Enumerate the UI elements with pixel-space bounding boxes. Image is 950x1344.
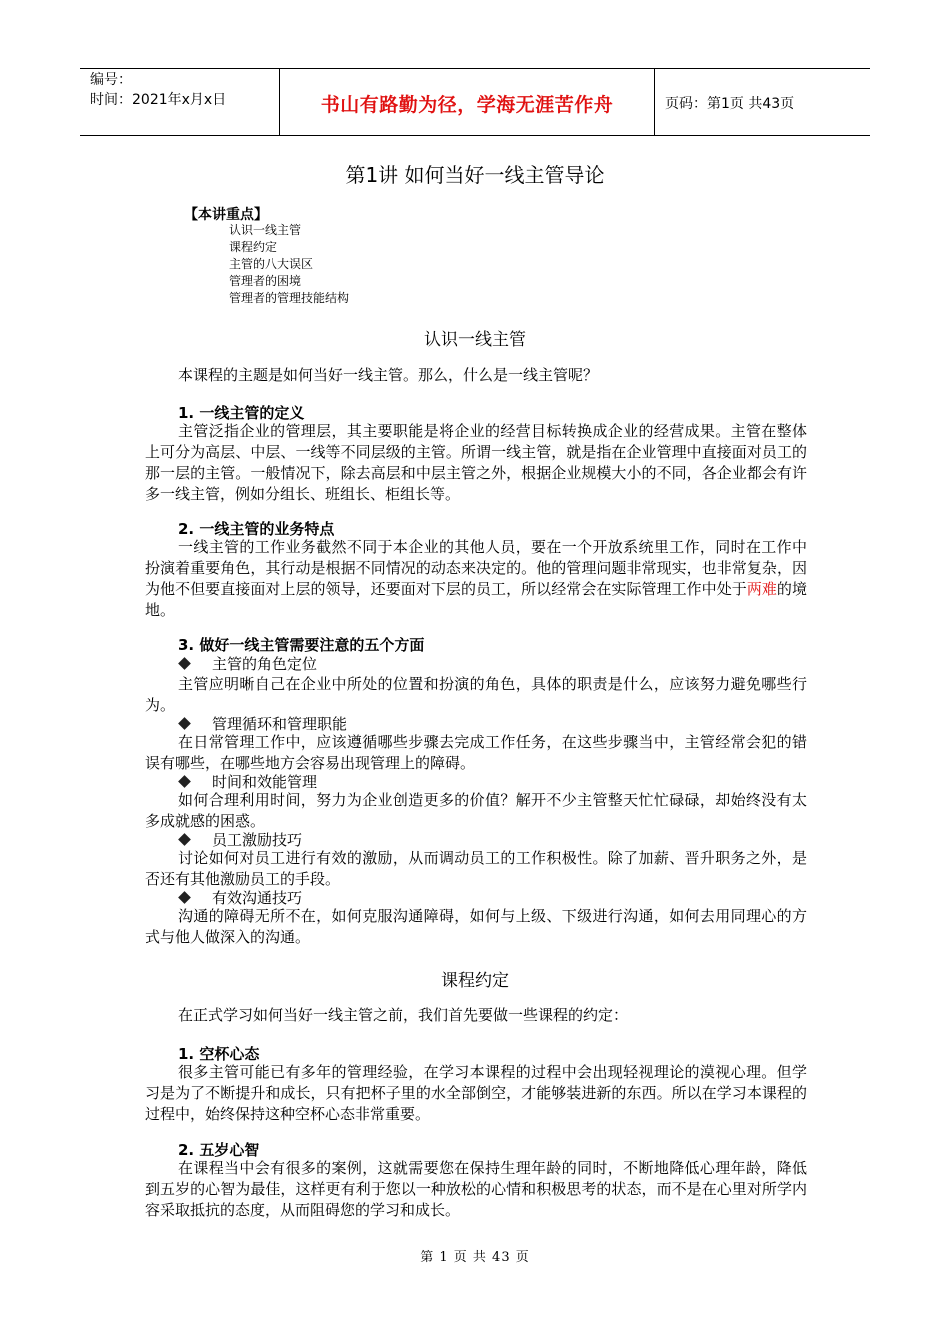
paragraph-text: 的境地。 [145, 580, 807, 619]
bullet-label: 有效沟通技巧 [212, 889, 303, 907]
list-item: 主管的八大误区 [229, 257, 314, 271]
bullet-item [178, 771, 317, 792]
bullet-item [178, 829, 302, 850]
paragraph: 在日常管理工作中，应该遵循哪些步骤去完成工作任务，在这些步骤当中，主管经常会犯的错误有哪些，在哪些地方会容易出现管理上的障碍。 [145, 733, 807, 772]
header-page-info: 页码：第1页 共43页 [665, 96, 795, 112]
code-label: 编号： [90, 72, 132, 88]
header-divider-left [279, 68, 280, 136]
list-item: 课程约定 [229, 240, 278, 254]
bullet-label: 主管的角色定位 [212, 655, 318, 673]
list-item: 认识一线主管 [229, 223, 302, 237]
paragraph [145, 537, 807, 621]
paragraph-text: 一线主管的工作业务截然不同于本企业的其他人员，要在一个开放系统里工作，同时在工作中扮演着重要角色，其行动是根据不同情况的动态来决定的。他的管理问题非常现实，也非常复杂，因为他不但要直接面对上层的领导，还要面对下层的员工，所以经常会在实际管理工作中处于 [145, 538, 807, 598]
paragraph: 很多主管可能已有多年的管理经验，在学习本课程的过程中会出现轻视理论的漠视心理。但学习是为了不断提升和成长，只有把杯子里的水全部倒空，才能够装进新的东西。所以在学习本课程的过程中，始终保持这种空杯心态非常重要。 [145, 1063, 807, 1123]
bullet-label: 时间和效能管理 [212, 773, 318, 791]
paragraph: 在课程当中会有很多的案例，这就需要您在保持生理年龄的同时，不断地降低心理年龄，降低到五岁的心智为最佳，这样更有利于您以一种放松的心情和积极思考的状态，而不是在心里对所学内容采取抵抗的态度，从而阻碍您的学习和成长。 [145, 1159, 807, 1219]
header-top-rule [80, 68, 870, 69]
subheading: 1. 一线主管的定义 [178, 404, 305, 422]
subheading: 2. 一线主管的业务特点 [178, 520, 335, 538]
subheading: 1. 空杯心态 [178, 1045, 260, 1063]
bullet-label: 管理循环和管理职能 [212, 715, 348, 733]
time-label: 时间：2021年x月x日 [90, 92, 227, 108]
list-item: 管理者的管理技能结构 [229, 291, 350, 305]
diamond-bullet-icon [178, 833, 192, 847]
section-title: 课程约定 [441, 971, 509, 991]
lecture-title: 第1讲 如何当好一线主管导论 [345, 163, 605, 187]
list-item: 管理者的困境 [229, 274, 302, 288]
header-meta [90, 70, 226, 110]
paragraph: 如何合理利用时间，努力为企业创造更多的价值？解开不少主管整天忙忙碌碌，却始终没有太多成就感的困惑。 [145, 791, 807, 830]
section-intro: 本课程的主题是如何当好一线主管。那么，什么是一线主管呢？ [178, 366, 599, 384]
paragraph: 主管应明晰自己在企业中所处的位置和扮演的角色，具体的职责是什么，应该努力避免哪些行为。 [145, 675, 807, 714]
subheading: 2. 五岁心智 [178, 1141, 260, 1159]
diamond-bullet-icon [178, 891, 192, 905]
focus-list [229, 222, 349, 307]
subheading: 3. 做好一线主管需要注意的五个方面 [178, 636, 425, 654]
highlight-text: 两难 [746, 580, 777, 598]
page-footer: 第 1 页 共 43 页 [420, 1250, 530, 1265]
diamond-bullet-icon [178, 657, 192, 671]
diamond-bullet-icon [178, 717, 192, 731]
section-title: 认识一线主管 [424, 330, 526, 350]
bullet-item [178, 653, 317, 674]
header-motto: 书山有路勤为径，学海无涯苦作舟 [320, 93, 614, 116]
section-intro: 在正式学习如何当好一线主管之前，我们首先要做一些课程的约定： [178, 1006, 629, 1024]
header-bottom-rule [80, 135, 870, 136]
paragraph: 讨论如何对员工进行有效的激励，从而调动员工的工作积极性。除了加薪、晋升职务之外，是否还有其他激励员工的手段。 [145, 849, 807, 888]
diamond-bullet-icon [178, 775, 192, 789]
paragraph: 沟通的障碍无所不在，如何克服沟通障碍，如何与上级、下级进行沟通，如何去用同理心的方式与他人做深入的沟通。 [145, 907, 807, 946]
bullet-label: 员工激励技巧 [212, 831, 303, 849]
header-divider-right [654, 68, 655, 136]
bullet-item [178, 887, 302, 908]
bullet-item [178, 713, 347, 734]
focus-heading: 【本讲重点】 [184, 207, 268, 223]
paragraph: 主管泛指企业的管理层，其主要职能是将企业的经营目标转换成企业的经营成果。主管在整体上可分为高层、中层、一线等不同层级的主管。所谓一线主管，就是指在企业管理中直接面对员工的那一层的主管。一般情况下，除去高层和中层主管之外，根据企业规模大小的不同，各企业都会有许多一线主管，例如分组长、班组长、柜组长等。 [145, 422, 807, 503]
